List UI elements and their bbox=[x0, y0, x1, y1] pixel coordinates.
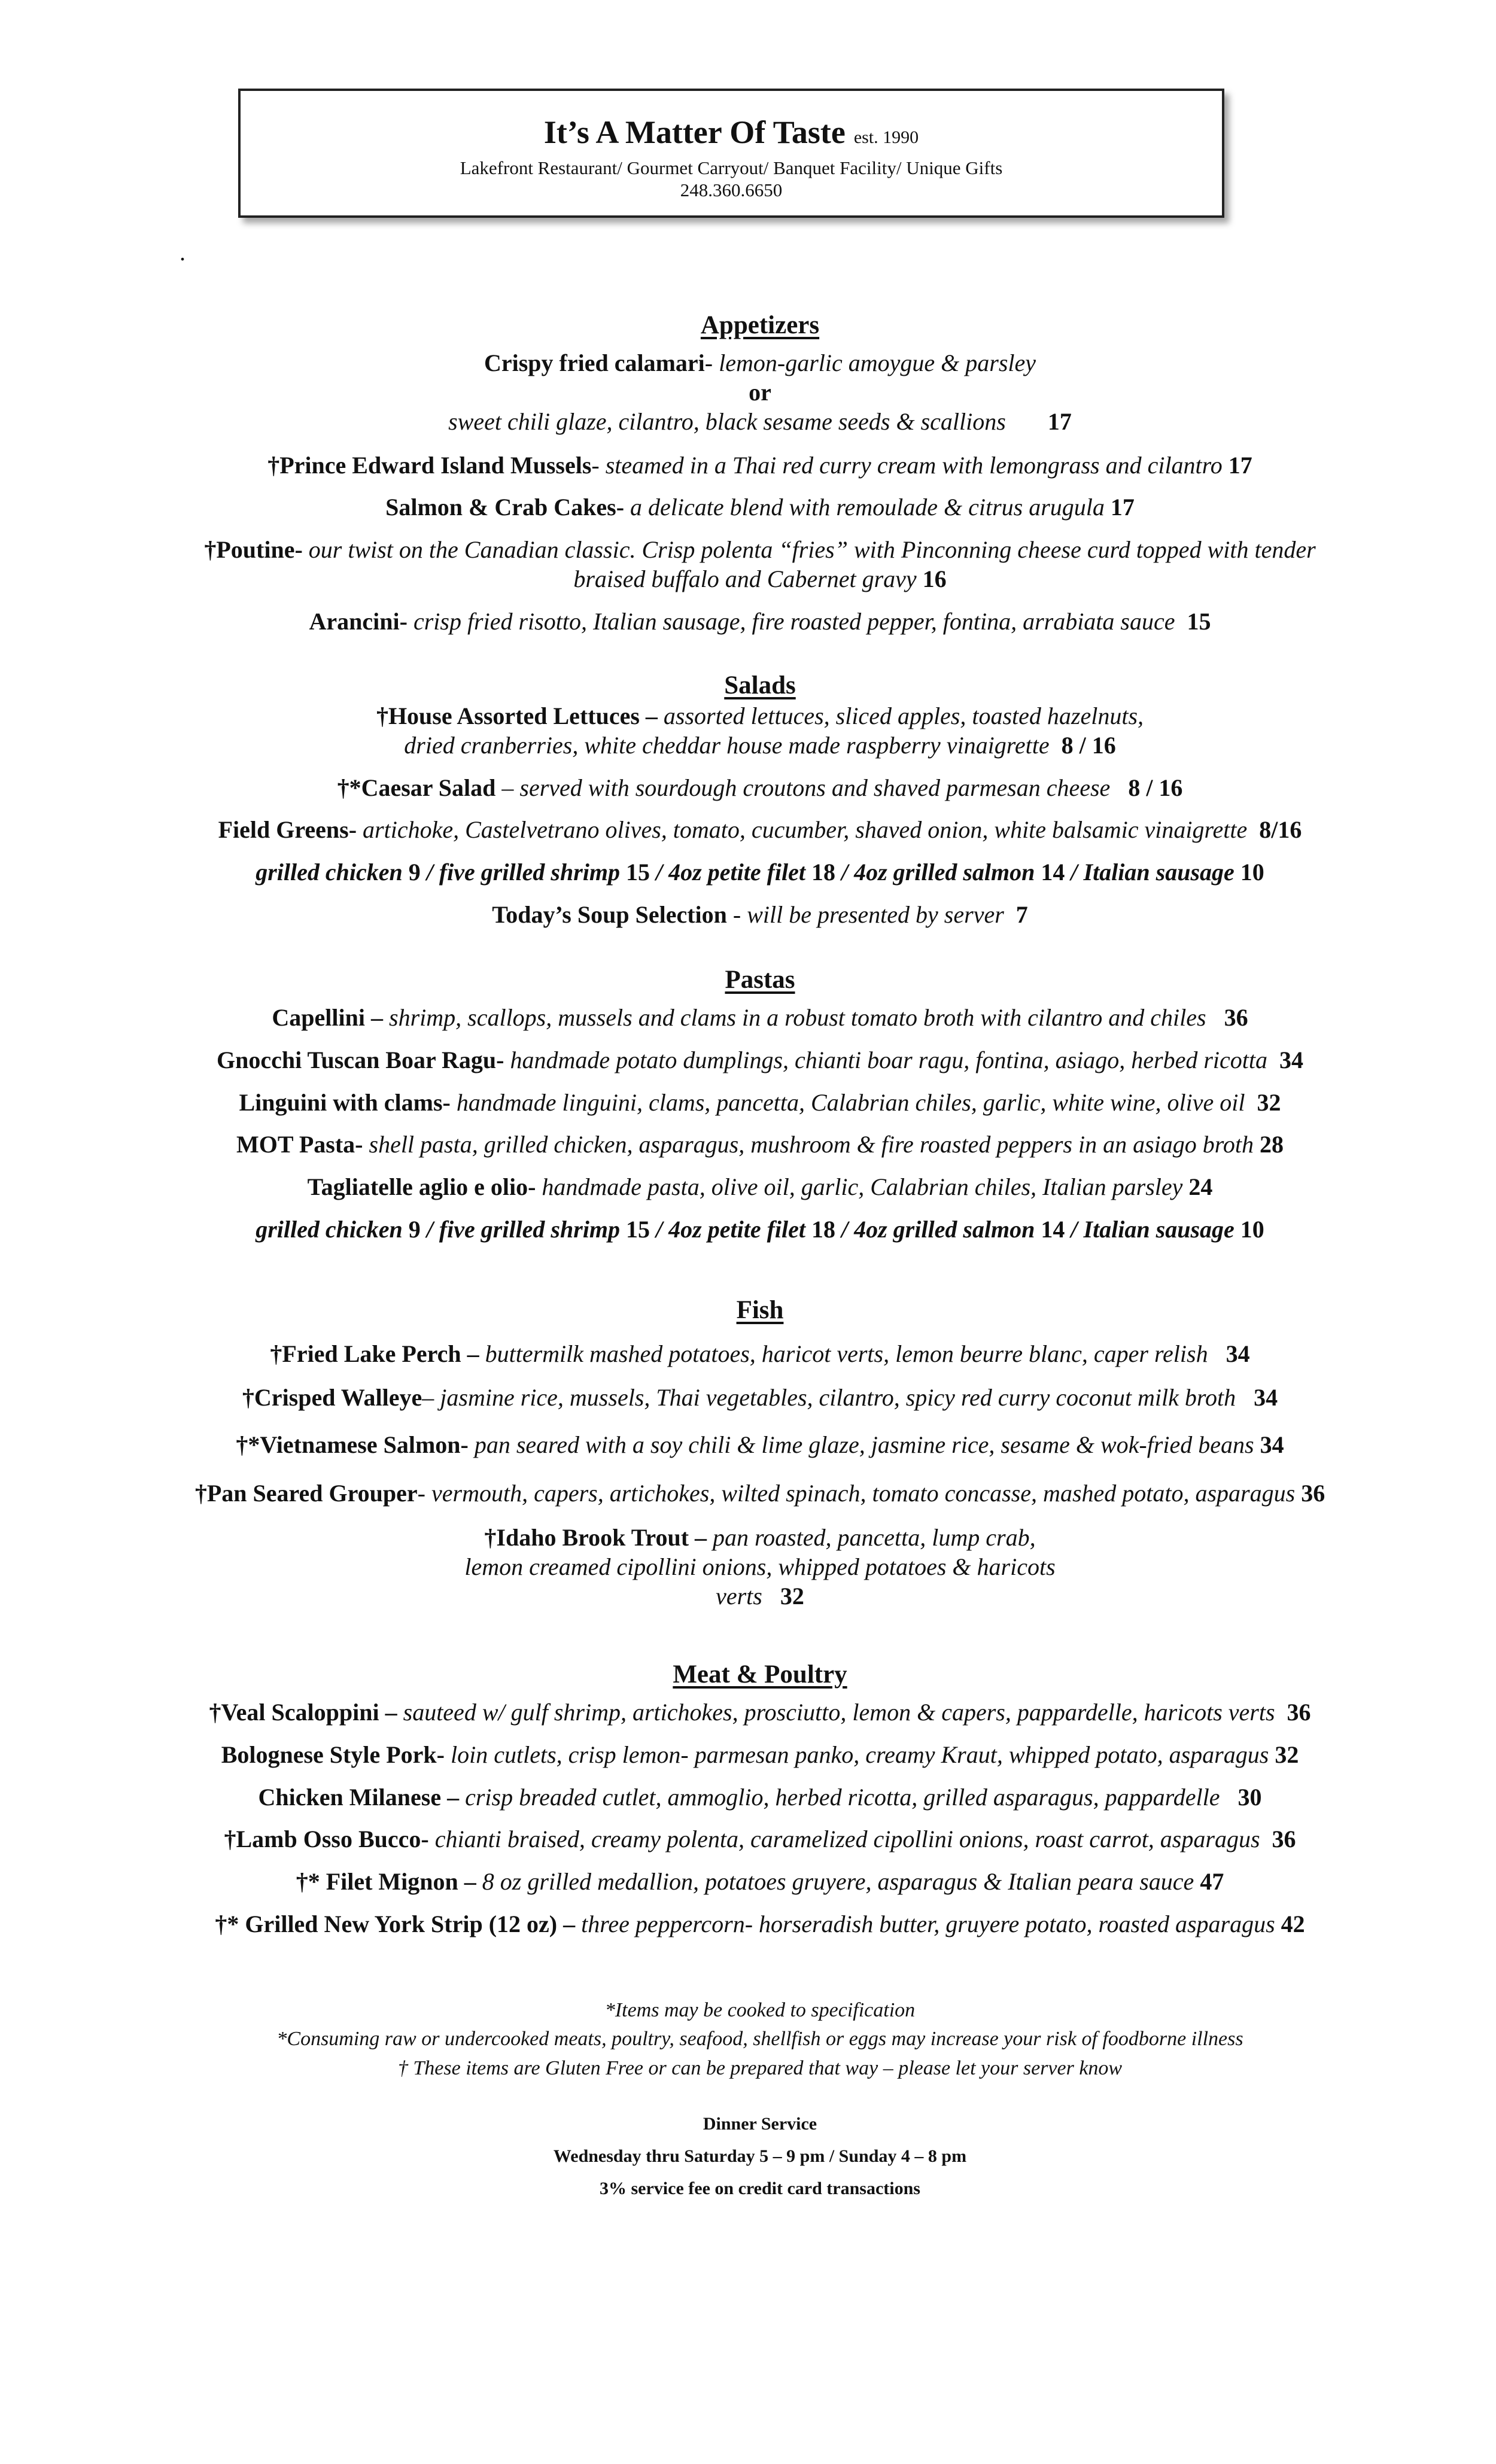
menu-item-house-lettuces bbox=[162, 702, 1358, 761]
item-description: our twist on the Canadian classic. Crisp polenta “fries” with Pinconning cheese curd topped with tender braised buffalo and Cabernet gravy bbox=[308, 536, 1316, 593]
item-name: †Fried Lake Perch – bbox=[270, 1340, 479, 1368]
item-price: 47 bbox=[1200, 1868, 1224, 1896]
item-name: Today’s Soup Selection bbox=[492, 901, 727, 928]
menu-item-filet-mignon bbox=[162, 1867, 1358, 1897]
salad-protein-addons: grilled chicken 9 / five grilled shrimp 15 / 4oz petite filet 18 / 4oz grilled salmon 14 / Italian sausage 10 bbox=[256, 859, 1264, 886]
item-name: †Crisped Walleye bbox=[242, 1383, 422, 1411]
menu-footer bbox=[162, 1996, 1358, 2199]
item-description: shell pasta, grilled chicken, asparagus, mushroom & fire roasted peppers in an asiago broth bbox=[369, 1131, 1254, 1158]
note-cooked-to-spec: *Items may be cooked to specification bbox=[604, 1999, 916, 2021]
item-price: 32 bbox=[1275, 1741, 1299, 1768]
menu-item-vietnamese-salmon bbox=[162, 1431, 1358, 1460]
menu-item-walleye: †Crisped Walleye– jasmine rice, mussels, Thai vegetables, cilantro, spicy red curry coconut milk broth 34 bbox=[242, 1383, 1278, 1411]
item-name: Salmon & Crab Cakes- bbox=[385, 494, 625, 521]
menu-item-chicken-milanese bbox=[162, 1783, 1358, 1812]
calamari-alternative bbox=[162, 407, 1358, 437]
item-description: lemon-garlic amoygue & parsley bbox=[719, 349, 1036, 377]
item-name: Chicken Milanese – bbox=[258, 1783, 460, 1811]
item-name: MOT Pasta- bbox=[236, 1131, 363, 1158]
calamari-or: or bbox=[749, 379, 771, 406]
item-name: †* Grilled New York Strip (12 oz) – bbox=[215, 1910, 576, 1937]
menu-item-lamb-osso-bucco bbox=[162, 1825, 1358, 1854]
menu-item-gnocchi bbox=[162, 1046, 1358, 1075]
item-price: 15 bbox=[1187, 607, 1211, 635]
restaurant-header bbox=[238, 89, 1224, 218]
item-price: 36 bbox=[1272, 1826, 1296, 1853]
item-price: 8 / 16 bbox=[1061, 731, 1116, 759]
restaurant-name: It’s A Matter Of Taste est. 1990 bbox=[543, 114, 919, 150]
menu-item-poutine bbox=[162, 536, 1358, 594]
section-title-salads: Salads bbox=[724, 671, 796, 699]
item-name: †Pan Seared Grouper bbox=[194, 1479, 418, 1507]
item-price: 34 bbox=[1226, 1340, 1250, 1368]
menu-item-brook-trout bbox=[162, 1523, 1358, 1611]
section-title-meat-poultry: Meat & Poultry bbox=[673, 1660, 847, 1689]
menu-item-grouper: †Pan Seared Grouper- vermouth, capers, artichokes, wilted spinach, tomato concasse, mashed potato, asparagus 36 bbox=[194, 1479, 1325, 1507]
item-description: sweet chili glaze, cilantro, black sesame seeds & scallions bbox=[448, 407, 1006, 435]
note-gluten-free: † These items are Gluten Free or can be prepared that way – please let your server know bbox=[397, 2057, 1123, 2079]
section-title-pastas: Pastas bbox=[725, 965, 795, 994]
item-price: 34 bbox=[1254, 1383, 1278, 1411]
restaurant-tagline: Lakefront Restaurant/ Gourmet Carryout/ Banquet Facility/ Unique Gifts bbox=[460, 157, 1003, 178]
item-description: handmade potato dumplings, chianti boar ragu, fontina, asiago, herbed ricotta bbox=[510, 1046, 1268, 1073]
menu-body bbox=[162, 311, 1358, 1939]
item-description: crisp breaded cutlet, ammoglio, herbed ricotta, grilled asparagus, pappardelle bbox=[465, 1783, 1220, 1811]
item-description: crisp fried risotto, Italian sausage, fire roasted pepper, fontina, arrabiata sauce bbox=[413, 607, 1175, 635]
item-price: 34 bbox=[1279, 1046, 1304, 1073]
item-name: †Poutine- bbox=[204, 536, 303, 564]
item-description: jasmine rice, mussels, Thai vegetables, cilantro, spicy red curry coconut milk broth bbox=[440, 1383, 1236, 1411]
menu-item-lake-perch bbox=[162, 1340, 1358, 1369]
item-description: pan roasted, pancetta, lump crab, lemon creamed cipollini onions, whipped potatoes & haricots verts bbox=[464, 1524, 1056, 1610]
item-price: 17 bbox=[1110, 494, 1135, 521]
menu-item-calamari: Crispy fried calamari- lemon-garlic amoygue & parsley bbox=[484, 349, 1036, 377]
item-price: 42 bbox=[1281, 1910, 1305, 1937]
item-price: 8 / 16 bbox=[1128, 774, 1183, 801]
stray-mark: . bbox=[180, 239, 186, 266]
item-name: Gnocchi Tuscan Boar Ragu- bbox=[216, 1046, 504, 1073]
item-description: three peppercorn- horseradish butter, gruyere potato, roasted asparagus bbox=[581, 1910, 1275, 1937]
item-name: †Veal Scaloppini – bbox=[209, 1699, 397, 1726]
item-price: 36 bbox=[1301, 1479, 1325, 1507]
item-price: 36 bbox=[1224, 1004, 1248, 1032]
item-description: handmade linguini, clams, pancetta, Calabrian chiles, garlic, white wine, olive oil bbox=[456, 1088, 1245, 1116]
menu-item-salmon-crab-cakes bbox=[162, 493, 1358, 522]
item-description: will be presented by server bbox=[747, 901, 1004, 928]
section-title-appetizers: Appetizers bbox=[700, 311, 820, 339]
item-name: †*Vietnamese Salmon- bbox=[236, 1431, 469, 1458]
item-name: Linguini with clams- bbox=[239, 1088, 451, 1116]
menu-item-soup: Today’s Soup Selection - will be presented by server 7 bbox=[492, 901, 1028, 928]
item-price: 7 bbox=[1015, 901, 1028, 928]
menu-item-bolognese-pork bbox=[162, 1741, 1358, 1770]
restaurant-phone: 248.360.6650 bbox=[680, 180, 783, 201]
menu-item-veal-scaloppini bbox=[162, 1698, 1358, 1727]
item-description: handmade pasta, olive oil, garlic, Calabrian chiles, Italian parsley bbox=[542, 1173, 1183, 1201]
item-name: †Prince Edward Island Mussels bbox=[267, 451, 592, 479]
item-description: artichoke, Castelvetrano olives, tomato, cucumber, shaved onion, white balsamic vinaigrette bbox=[363, 816, 1248, 844]
item-price: 32 bbox=[780, 1582, 804, 1610]
item-price: 17 bbox=[1228, 451, 1252, 479]
item-price: 34 bbox=[1260, 1431, 1284, 1458]
item-price: 24 bbox=[1188, 1173, 1213, 1201]
menu-item-mussels: †Prince Edward Island Mussels- steamed in a Thai red curry cream with lemongrass and cilantro 17 bbox=[267, 451, 1252, 479]
item-price: 8/16 bbox=[1259, 816, 1302, 844]
item-price: 17 bbox=[1047, 407, 1072, 435]
item-name: †Idaho Brook Trout – bbox=[484, 1524, 707, 1552]
menu-item-mot-pasta bbox=[162, 1130, 1358, 1160]
menu-item-arancini bbox=[162, 607, 1358, 637]
item-description: a delicate blend with remoulade & citrus arugula bbox=[630, 494, 1105, 521]
item-price: 28 bbox=[1259, 1131, 1284, 1158]
menu-item-capellini bbox=[162, 1003, 1358, 1033]
item-description: steamed in a Thai red curry cream with lemongrass and cilantro bbox=[605, 451, 1223, 479]
item-description: buttermilk mashed potatoes, haricot verts, lemon beurre blanc, caper relish bbox=[485, 1340, 1208, 1368]
item-name: Field Greens- bbox=[218, 816, 357, 844]
pasta-protein-addons: grilled chicken 9 / five grilled shrimp 15 / 4oz petite filet 18 / 4oz grilled salmon 14 / Italian sausage 10 bbox=[256, 1216, 1264, 1243]
item-price: 36 bbox=[1287, 1699, 1311, 1726]
menu-item-caesar-salad: †*Caesar Salad – served with sourdough croutons and shaved parmesan cheese 8 / 16 bbox=[337, 774, 1183, 801]
item-name: Arancini- bbox=[309, 607, 408, 635]
established-year: est. 1990 bbox=[853, 127, 919, 147]
item-description: assorted lettuces, sliced apples, toasted hazelnuts, dried cranberries, white cheddar house made raspberry vinaigrette bbox=[404, 702, 1144, 759]
item-name: †Lamb Osso Bucco- bbox=[224, 1826, 429, 1853]
item-name: †* Filet Mignon – bbox=[296, 1868, 476, 1896]
item-price: 16 bbox=[922, 565, 947, 593]
item-name: Bolognese Style Pork- bbox=[221, 1741, 445, 1768]
item-description: chianti braised, creamy polenta, caramelized cipollini onions, roast carrot, asparagus bbox=[434, 1826, 1260, 1853]
item-price: 32 bbox=[1257, 1088, 1281, 1116]
menu-item-tagliatelle bbox=[162, 1173, 1358, 1202]
item-name: Tagliatelle aglio e olio- bbox=[307, 1173, 536, 1201]
item-description: sauteed w/ gulf shrimp, artichokes, prosciutto, lemon & capers, pappardelle, haricots verts bbox=[403, 1699, 1275, 1726]
note-raw-consumption-warning: *Consuming raw or undercooked meats, poultry, seafood, shellfish or eggs may increase your risk of foodborne illness bbox=[276, 2028, 1243, 2051]
item-name: Crispy fried calamari bbox=[484, 349, 705, 377]
item-name: †House Assorted Lettuces – bbox=[376, 702, 658, 729]
item-description: 8 oz grilled medallion, potatoes gruyere, asparagus & Italian peara sauce bbox=[482, 1868, 1194, 1896]
menu-item-field-greens bbox=[162, 816, 1358, 845]
item-price: 30 bbox=[1237, 1783, 1262, 1811]
credit-card-fee-note: 3% service fee on credit card transactions bbox=[600, 2178, 920, 2198]
menu-item-ny-strip bbox=[162, 1910, 1358, 1939]
item-description: loin cutlets, crisp lemon- parmesan panko, creamy Kraut, whipped potato, asparagus bbox=[451, 1741, 1269, 1768]
item-name: †*Caesar Salad bbox=[337, 774, 496, 801]
item-name: Capellini – bbox=[272, 1004, 383, 1032]
item-description: vermouth, capers, artichokes, wilted spinach, tomato concasse, mashed potato, asparagus bbox=[431, 1479, 1296, 1507]
dinner-service-hours: Wednesday thru Saturday 5 – 9 pm / Sunday 4 – 8 pm bbox=[553, 2146, 967, 2166]
item-description: served with sourdough croutons and shaved parmesan cheese bbox=[519, 774, 1111, 801]
section-title-fish: Fish bbox=[736, 1295, 784, 1324]
item-description: pan seared with a soy chili & lime glaze, jasmine rice, sesame & wok-fried beans bbox=[474, 1431, 1254, 1458]
dinner-service-title: Dinner Service bbox=[703, 2113, 817, 2134]
menu-item-linguini bbox=[162, 1088, 1358, 1118]
item-description: shrimp, scallops, mussels and clams in a robust tomato broth with cilantro and chiles bbox=[389, 1004, 1206, 1032]
